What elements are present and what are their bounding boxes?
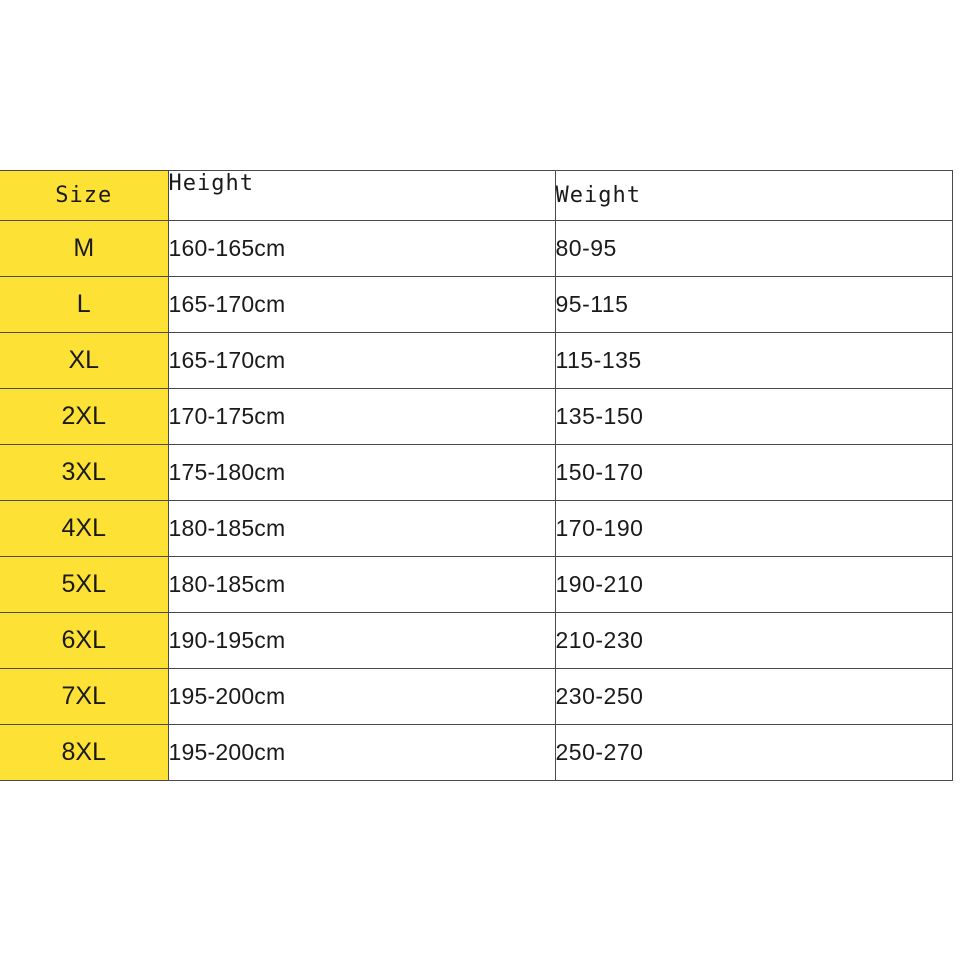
weight-header: Weight: [555, 171, 952, 221]
weight-cell: 230-250: [555, 669, 952, 725]
weight-cell: 135-150: [555, 389, 952, 445]
weight-cell: 170-190: [555, 501, 952, 557]
height-cell: 190-195cm: [168, 613, 555, 669]
height-cell: 160-165cm: [168, 221, 555, 277]
height-cell: 180-185cm: [168, 501, 555, 557]
table-row: [0, 725, 952, 781]
height-cell: 165-170cm: [168, 333, 555, 389]
height-cell: 175-180cm: [168, 445, 555, 501]
size-cell: 2XL: [0, 389, 168, 445]
size-chart-table: [0, 170, 953, 781]
table-row: [0, 221, 952, 277]
size-header: Size: [0, 171, 168, 221]
weight-cell: 150-170: [555, 445, 952, 501]
header-row: [0, 171, 952, 221]
size-cell: 6XL: [0, 613, 168, 669]
weight-cell: 190-210: [555, 557, 952, 613]
height-cell: 170-175cm: [168, 389, 555, 445]
height-cell: 195-200cm: [168, 669, 555, 725]
table-row: [0, 669, 952, 725]
size-cell: M: [0, 221, 168, 277]
weight-cell: 210-230: [555, 613, 952, 669]
size-cell: 8XL: [0, 725, 168, 781]
size-cell: 3XL: [0, 445, 168, 501]
weight-cell: 95-115: [555, 277, 952, 333]
table-row: [0, 333, 952, 389]
table-row: [0, 445, 952, 501]
weight-cell: 115-135: [555, 333, 952, 389]
table-row: [0, 501, 952, 557]
height-cell: 180-185cm: [168, 557, 555, 613]
size-cell: 5XL: [0, 557, 168, 613]
height-header: Height: [168, 171, 555, 221]
weight-cell: 250-270: [555, 725, 952, 781]
size-cell: L: [0, 277, 168, 333]
table-row: [0, 389, 952, 445]
size-cell: 4XL: [0, 501, 168, 557]
size-cell: XL: [0, 333, 168, 389]
table-row: [0, 557, 952, 613]
table-row: [0, 277, 952, 333]
height-cell: 165-170cm: [168, 277, 555, 333]
size-cell: 7XL: [0, 669, 168, 725]
table-row: [0, 613, 952, 669]
weight-cell: 80-95: [555, 221, 952, 277]
height-cell: 195-200cm: [168, 725, 555, 781]
